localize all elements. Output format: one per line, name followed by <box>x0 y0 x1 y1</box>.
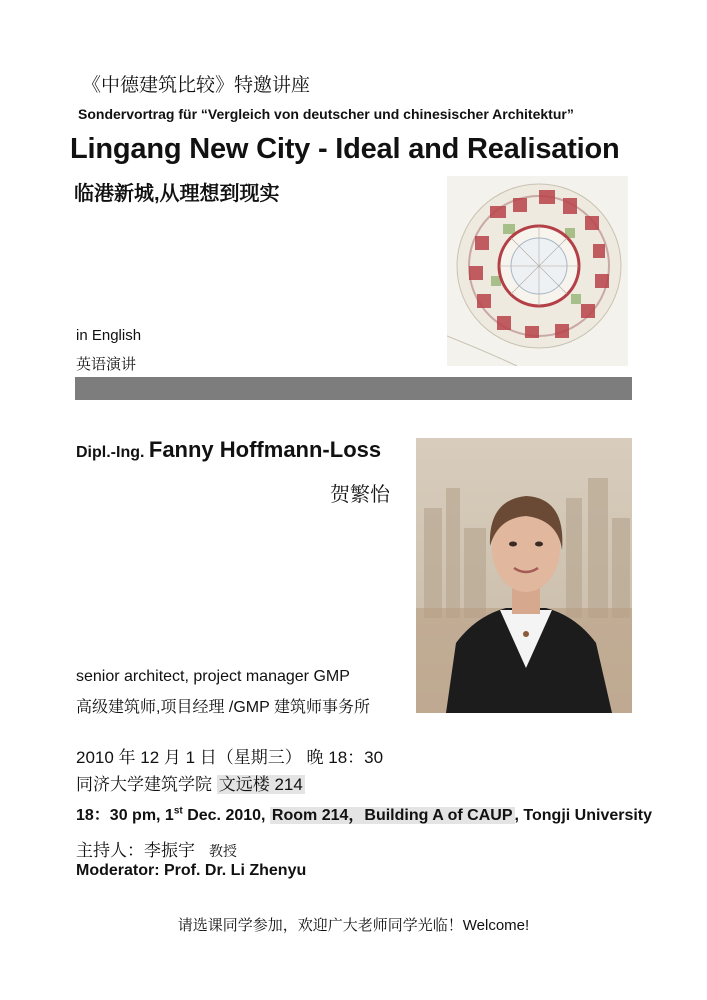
venue-school: 同济大学建筑学院 <box>76 775 217 794</box>
university-name: , Tongji University <box>514 807 653 824</box>
event-date-chinese: 2010 年 12 月 1 日（星期三） 晚 18：30 <box>76 748 384 767</box>
speaker-role-chinese: 高级建筑师,项目经理 /GMP 建筑师事务所 <box>76 699 370 716</box>
speaker-degree: Dipl.-Ing. <box>76 444 149 461</box>
section-divider-bar <box>75 377 632 400</box>
speaker-portrait-photo <box>416 438 632 713</box>
lecture-subtitle-german: Sondervortrag für “Vergleich von deutscher und chinesischer Architektur” <box>78 106 574 122</box>
welcome-footer: 请选课同学参加，欢迎广大老师同学光临！Welcome! <box>177 917 530 934</box>
speaker-name-chinese: 贺繁怡 <box>330 484 390 506</box>
event-date-english <box>76 802 652 825</box>
moderator-english: Moderator: Prof. Dr. Li Zhenyu <box>76 862 307 879</box>
time-and-day: 18：30 pm, 1 <box>76 807 174 824</box>
lingang-masterplan-image <box>447 176 628 366</box>
language-note-chinese: 英语演讲 <box>76 356 137 373</box>
event-venue-chinese <box>76 770 305 795</box>
month-year: Dec. 2010, <box>182 807 270 824</box>
lecture-title-chinese: 临港新城,从理想到现实 <box>74 183 280 205</box>
lecture-title: Lingang New City - Ideal and Realisation <box>70 133 620 165</box>
moderator-chinese <box>76 836 237 861</box>
venue-room-highlight: 文远楼 214 <box>218 775 303 794</box>
speaker-name <box>76 437 381 463</box>
language-note-english: in English <box>76 327 142 344</box>
room-highlight-english: Room 214，Building A of CAUP <box>271 807 513 824</box>
speaker-role-english: senior architect, project manager GMP <box>76 668 350 685</box>
ordinal-suffix: st <box>173 805 183 817</box>
lecture-series-title: 《中德建筑比较》特邀讲座 <box>82 75 311 96</box>
speaker-full-name: Fanny Hoffmann-Loss <box>148 437 382 462</box>
moderator-name-chinese: 主持人：李振宇 <box>76 841 195 860</box>
moderator-title-chinese: 教授 <box>209 843 237 859</box>
